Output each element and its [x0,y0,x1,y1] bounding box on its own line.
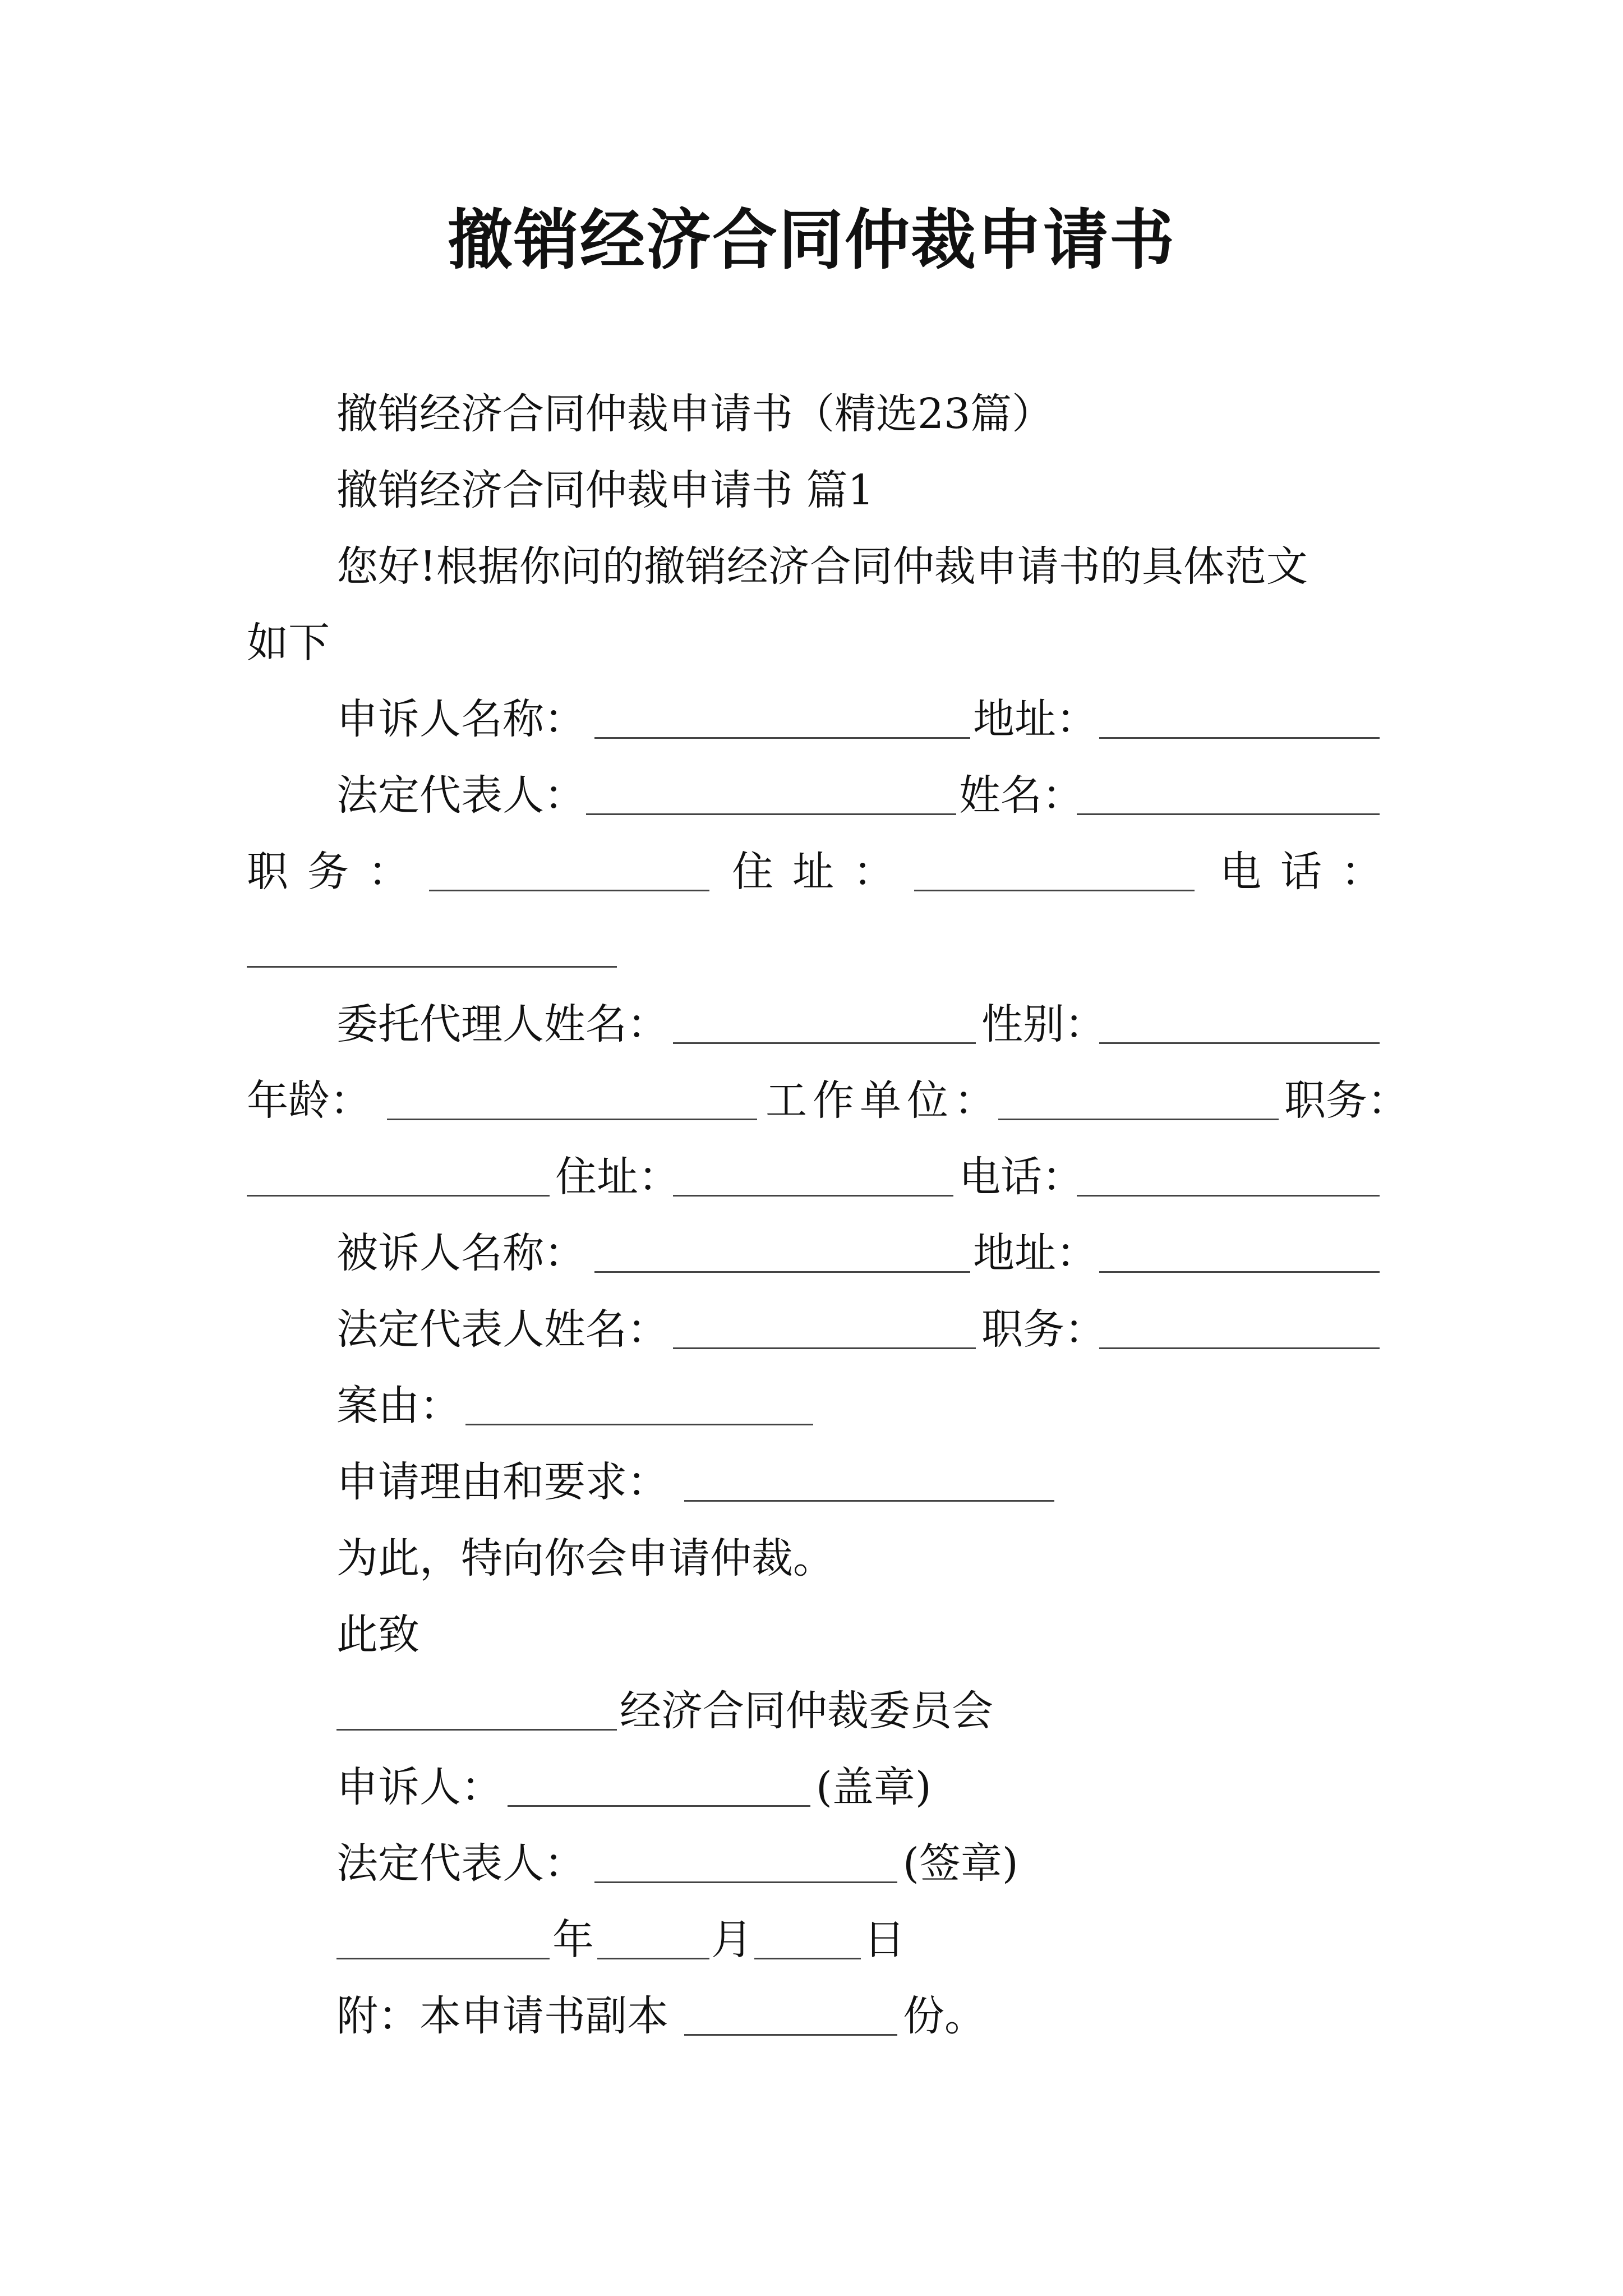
section-heading-line [0,457,1623,524]
signature-applicant-blank[interactable] [508,1805,810,1807]
respondent-legal-rep-label: 法定代表人姓名： [336,1305,668,1354]
respondent-name-row [0,1220,1623,1287]
respondent-position-label: 职务： [981,1305,1106,1354]
residence-char-3: ： [853,848,895,896]
committee-blank[interactable] [336,1729,617,1731]
section-heading: 撤销经济合同仲裁申请书 篇1 [336,466,874,514]
intro-text: 您好!根据你问的撤销经济合同仲裁申请书的具体范文 [336,542,1308,591]
phone-char-3: ： [1341,848,1382,896]
applicant-name-label: 申诉人名称： [336,695,585,743]
signature-applicant-label: 申诉人： [336,1763,502,1811]
signature-legal-rep-row [0,1830,1623,1897]
phone-char-1: 电 [1220,848,1261,896]
position-char-3: ： [368,848,409,896]
agent-age-blank[interactable] [387,1119,757,1120]
attachment-prefix: 附：本申请书副本 [336,1992,668,2040]
agent-gender-label: 性别： [981,1000,1106,1048]
applicant-name-blank[interactable] [594,737,970,739]
signature-legal-rep-label: 法定代表人： [336,1839,585,1888]
reasons-blank[interactable] [684,1500,1054,1502]
agent-name-blank[interactable] [673,1042,976,1044]
applicant-residence-blank[interactable] [914,890,1195,891]
agent-gender-blank[interactable] [1099,1042,1380,1044]
closing-text: 为此，特向你会申请仲裁。 [336,1534,834,1582]
attachment-suffix: 份。 [903,1992,986,2040]
subtitle-line [0,380,1623,448]
intro-line-1 [0,533,1623,600]
position-char-1: 职 [247,848,288,896]
agent-age-row [0,1067,1623,1134]
agent-residence-label: 住址： [555,1153,680,1201]
case-label: 案由： [336,1382,461,1430]
date-day-blank[interactable] [754,1958,861,1959]
closing-row [0,1525,1623,1592]
respondent-address-blank[interactable] [1099,1271,1380,1273]
subtitle: 撤销经济合同仲裁申请书（精选23篇） [336,390,1054,438]
applicant-name-row [0,685,1623,753]
applicant-phone-blank[interactable] [247,966,617,968]
agent-position-label: 职务： [1284,1076,1409,1125]
signature-applicant-row [0,1754,1623,1821]
legal-rep-blank[interactable] [586,813,956,815]
agent-phone-blank[interactable] [1077,1195,1380,1197]
reasons-label: 申请理由和要求： [336,1458,668,1506]
respondent-name-label: 被诉人名称： [336,1229,585,1277]
case-row [0,1372,1623,1439]
date-month-label: 月 [711,1916,753,1964]
applicant-position-blank[interactable] [429,890,709,891]
legal-rep-name-label: 姓名： [959,771,1083,820]
date-row [0,1906,1623,1973]
attachment-row [0,1982,1623,2050]
date-day-label: 日 [864,1916,905,1964]
applicant-address-blank[interactable] [1099,737,1380,739]
legal-rep-row [0,762,1623,829]
date-month-blank[interactable] [597,1958,709,1959]
case-blank[interactable] [465,1424,813,1425]
respondent-legal-rep-row [0,1296,1623,1363]
intro-text-cont: 如下 [247,619,330,667]
agent-name-label: 委托代理人姓名： [336,1000,668,1048]
signature-legal-rep-seal: (签章) [903,1839,1018,1888]
legal-rep-name-blank[interactable] [1077,813,1380,815]
salutation: 此致 [336,1611,419,1659]
respondent-legal-rep-blank[interactable] [673,1347,976,1349]
date-year-label: 年 [552,1916,594,1964]
reasons-row [0,1448,1623,1516]
committee-row [0,1677,1623,1745]
applicant-contact-row [0,838,1623,905]
agent-residence-blank[interactable] [673,1195,953,1197]
agent-phone-label: 电话： [959,1153,1083,1201]
signature-legal-rep-blank[interactable] [594,1881,897,1883]
agent-work-unit-label: 工作单位： [766,1076,1001,1125]
respondent-name-blank[interactable] [594,1271,970,1273]
document-title: 撤销经济合同仲裁申请书 [448,202,1175,278]
signature-applicant-seal: (盖章) [816,1763,932,1811]
date-year-blank[interactable] [336,1958,550,1959]
agent-name-row [0,991,1623,1058]
committee-suffix: 经济合同仲裁委员会 [620,1687,993,1735]
salutation-row [0,1601,1623,1668]
attachment-count-blank[interactable] [684,2034,897,2036]
applicant-phone-row [0,914,1623,982]
applicant-address-label: 地址： [973,695,1098,743]
residence-char-2: 址 [792,848,834,896]
phone-char-2: 话 [1280,848,1322,896]
agent-work-unit-blank[interactable] [998,1119,1279,1120]
intro-line-2 [0,609,1623,677]
respondent-position-blank[interactable] [1099,1347,1380,1349]
agent-contact-row [0,1143,1623,1211]
position-char-2: 务 [307,848,349,896]
agent-age-label: 年龄： [247,1076,371,1125]
respondent-address-label: 地址： [973,1229,1098,1277]
agent-position-blank[interactable] [247,1195,550,1197]
residence-char-1: 住 [732,848,773,896]
legal-rep-label: 法定代表人： [336,771,585,820]
